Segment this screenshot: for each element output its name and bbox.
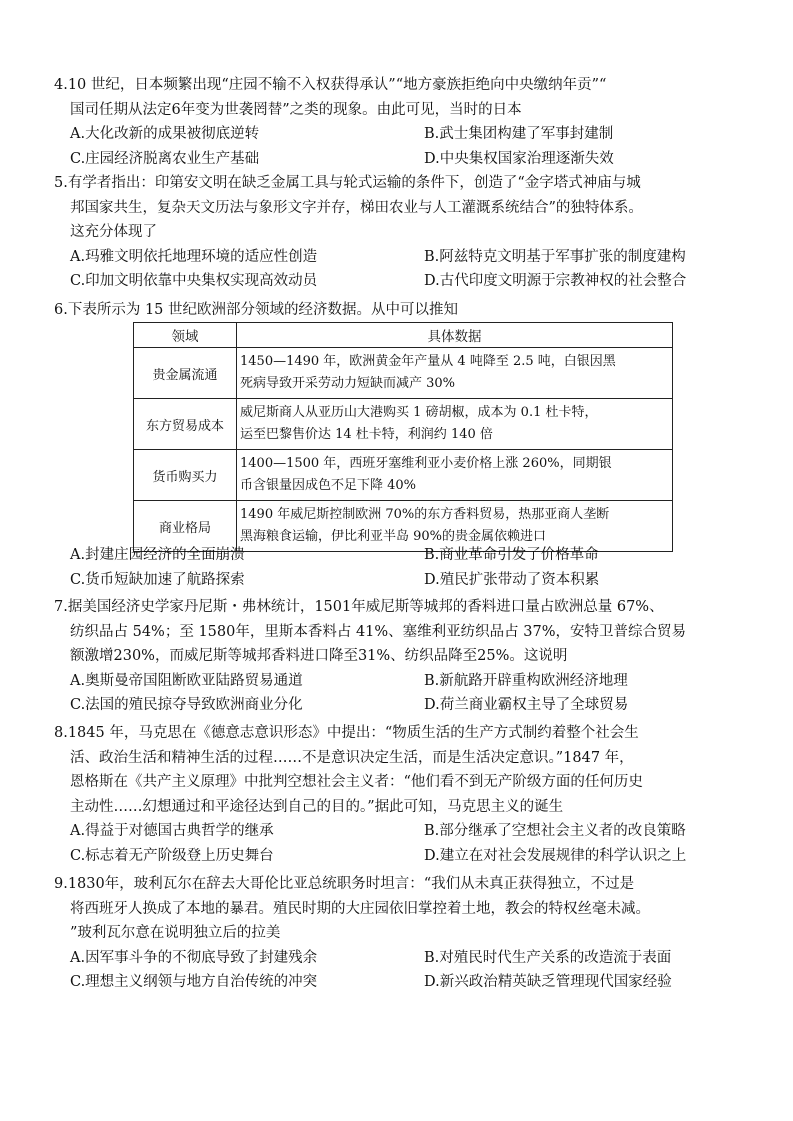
table-cell-data-line: 威尼斯商人从亚历山大港购买 1 磅胡椒，成本为 0.1 杜卡特， xyxy=(240,405,598,420)
table-header-row xyxy=(134,323,673,348)
table-cell-data-line: 死病导致开采劳动力短缺而减产 30% xyxy=(240,376,456,391)
question-7-option-a[interactable]: A.奥斯曼帝国阻断欧亚陆路贸易通道 xyxy=(70,672,303,689)
question-5-option-d[interactable]: D.古代印度文明源于宗教神权的社会整合 xyxy=(424,273,687,289)
table-cell-data-line: 黑海粮食运输，伊比利亚半岛 90%的贵金属依赖进口 xyxy=(240,529,547,544)
question-5-options-row-2 xyxy=(54,269,754,294)
question-4-options-row-1 xyxy=(54,122,754,147)
question-8-option-a[interactable]: A.得益于对德国古典哲学的继承 xyxy=(70,823,274,839)
question-4-option-b[interactable]: B.武士集团构建了军事封建制 xyxy=(424,126,614,142)
table-header-data: 具体数据 xyxy=(237,323,673,348)
question-9 xyxy=(54,872,754,995)
question-9-option-a[interactable]: A.因军事斗争的不彻底导致了封建残余 xyxy=(70,949,318,966)
question-4 xyxy=(54,73,754,171)
question-8-stem-line-1: 8.1845 年，马克思在《德意志意识形态》中提出：“物质生活的生产方式制约着整个社会生 xyxy=(54,725,639,741)
table-cell-data-line: 运至巴黎售价达 14 杜卡特，利润约 140 倍 xyxy=(240,427,493,442)
question-9-option-c[interactable]: C.理想主义纲领与地方自治传统的冲突 xyxy=(70,974,318,990)
question-4-stem-line-2: 国司任期从法定6年变为世袭罔替”之类的现象。由此可见，当时的日本 xyxy=(70,101,522,118)
question-4-stem-line-1: 4.10 世纪，日本频繁出现“庄园不输不入权获得承认”“地方豪族拒绝向中央缴纳年贡”“ xyxy=(54,77,607,93)
table-cell-field: 贵金属流通 xyxy=(134,348,237,399)
question-6-option-b[interactable]: B.商业革命引发了价格革命 xyxy=(424,547,599,563)
question-7-options-row-2 xyxy=(54,693,754,718)
table-cell-data-line: 1400—1500 年，西班牙塞维利亚小麦价格上涨 260%，同期银 xyxy=(240,456,612,471)
question-8-stem-line-4: 主动性……幻想通过和平途径达到自己的目的。”据此可知，马克思主义的诞生 xyxy=(70,798,564,815)
question-5-stem-line-2: 邦国家共生，复杂天文历法与象形文字并存，梯田农业与人工灌溉系统结合”的独特体系。 xyxy=(70,199,643,216)
question-6-options xyxy=(54,543,754,592)
question-9-option-d[interactable]: D.新兴政治精英缺乏管理现代国家经验 xyxy=(424,974,672,990)
question-7-stem-line-1: 7.据美国经济史学家丹尼斯・弗林统计，1501年威尼斯等城邦的香料进口量占欧洲总量 67%、 xyxy=(54,599,664,615)
question-8-options-row-1 xyxy=(54,819,754,844)
question-7-stem-line-3: 额激增230%，而威尼斯等城邦香料进口降至31%、纺织品降至25%。这说明 xyxy=(70,648,568,664)
question-8-stem-line-3: 恩格斯在《共产主义原理》中批判空想社会主义者：“他们看不到无产阶级方面的任何历史 xyxy=(70,774,643,790)
question-9-stem-line-2: 将西班牙人换成了本地的暴君。殖民时期的大庄园依旧掌控着土地，教会的特权丝毫未减。 xyxy=(70,900,650,917)
question-5-option-b[interactable]: B.阿兹特克文明基于军事扩张的制度建构 xyxy=(424,248,686,265)
question-4-options-row-2 xyxy=(54,147,754,172)
question-6-options-row-1 xyxy=(54,543,754,568)
question-7-stem-line-2: 纺织品占 54%；至 1580年，里斯本香料占 41%、塞维利亚纺织品占 37%，安特卫普综合贸易 xyxy=(70,623,687,640)
question-6-option-d[interactable]: D.殖民扩张带动了资本积累 xyxy=(424,571,600,588)
question-7-option-b[interactable]: B.新航路开辟重构欧洲经济地理 xyxy=(424,672,628,689)
question-9-options-row-2 xyxy=(54,970,754,995)
table-header-field: 领域 xyxy=(134,323,237,348)
question-6 xyxy=(54,298,754,323)
table-cell-data xyxy=(237,348,673,399)
question-8-stem-line-2: 活、政治生活和精神生活的过程……不是意识决定生活，而是生活决定意识。”1847 年， xyxy=(70,749,634,766)
question-9-options-row-1 xyxy=(54,946,754,971)
question-7-option-d[interactable]: D.荷兰商业霸权主导了全球贸易 xyxy=(424,697,629,713)
question-5-option-a[interactable]: A.玛雅文明依托地理环境的适应性创造 xyxy=(70,248,318,265)
table-cell-data-line: 币含银量因成色不足下降 40% xyxy=(240,478,417,493)
question-4-option-d[interactable]: D.中央集权国家治理逐渐失效 xyxy=(424,150,614,167)
question-6-options-row-2 xyxy=(54,568,754,593)
table-row xyxy=(134,450,673,501)
question-6-stem-line-1: 6.下表所示为 15 世纪欧洲部分领域的经济数据。从中可以推知 xyxy=(54,302,459,318)
table-row xyxy=(134,348,673,399)
question-8 xyxy=(54,721,754,868)
question-5-options-row-1 xyxy=(54,245,754,270)
question-6-option-c[interactable]: C.货币短缺加速了航路探索 xyxy=(70,571,245,588)
table-cell-data xyxy=(237,399,673,450)
question-8-option-d[interactable]: D.建立在对社会发展规律的科学认识之上 xyxy=(424,847,687,864)
table-cell-field: 商业格局 xyxy=(134,501,237,552)
question-5 xyxy=(54,171,754,294)
question-6-option-a[interactable]: A.封建庄园经济的全面崩溃 xyxy=(70,547,245,563)
question-7 xyxy=(54,595,754,718)
economic-data-table xyxy=(133,322,673,552)
table-cell-data-line: 1450—1490 年，欧洲黄金年产量从 4 吨降至 2.5 吨，白银因黑 xyxy=(240,354,616,369)
question-5-stem-line-3: 这充分体现了 xyxy=(70,224,157,240)
question-8-option-c[interactable]: C.标志着无产阶级登上历史舞台 xyxy=(70,847,274,864)
question-5-stem-line-1: 5.有学者指出：印第安文明在缺乏金属工具与轮式运输的条件下，创造了“金字塔式神庙与城 xyxy=(54,175,641,191)
question-8-option-b[interactable]: B.部分继承了空想社会主义者的改良策略 xyxy=(424,823,686,839)
table-cell-field: 东方贸易成本 xyxy=(134,399,237,450)
question-9-stem-line-1: 9.1830年，玻利瓦尔在辞去大哥伦比亚总统职务时坦言：“我们从未真正获得独立，不过是 xyxy=(54,876,635,892)
question-7-options-row-1 xyxy=(54,669,754,694)
table-row xyxy=(134,399,673,450)
question-4-option-a[interactable]: A.大化改新的成果被彻底逆转 xyxy=(70,126,260,142)
question-4-option-c[interactable]: C.庄园经济脱离农业生产基础 xyxy=(70,150,260,167)
table-cell-data-line: 1490 年威尼斯控制欧洲 70%的东方香料贸易，热那亚商人垄断 xyxy=(240,507,610,522)
question-9-stem-line-3: ”玻利瓦尔意在说明独立后的拉美 xyxy=(70,925,281,941)
table-cell-field: 货币购买力 xyxy=(134,450,237,501)
question-5-option-c[interactable]: C.印加文明依靠中央集权实现高效动员 xyxy=(70,273,318,289)
question-9-option-b[interactable]: B.对殖民时代生产关系的改造流于表面 xyxy=(424,949,672,966)
question-7-option-c[interactable]: C.法国的殖民掠夺导致欧洲商业分化 xyxy=(70,697,303,713)
table-cell-data xyxy=(237,450,673,501)
question-8-options-row-2 xyxy=(54,844,754,869)
